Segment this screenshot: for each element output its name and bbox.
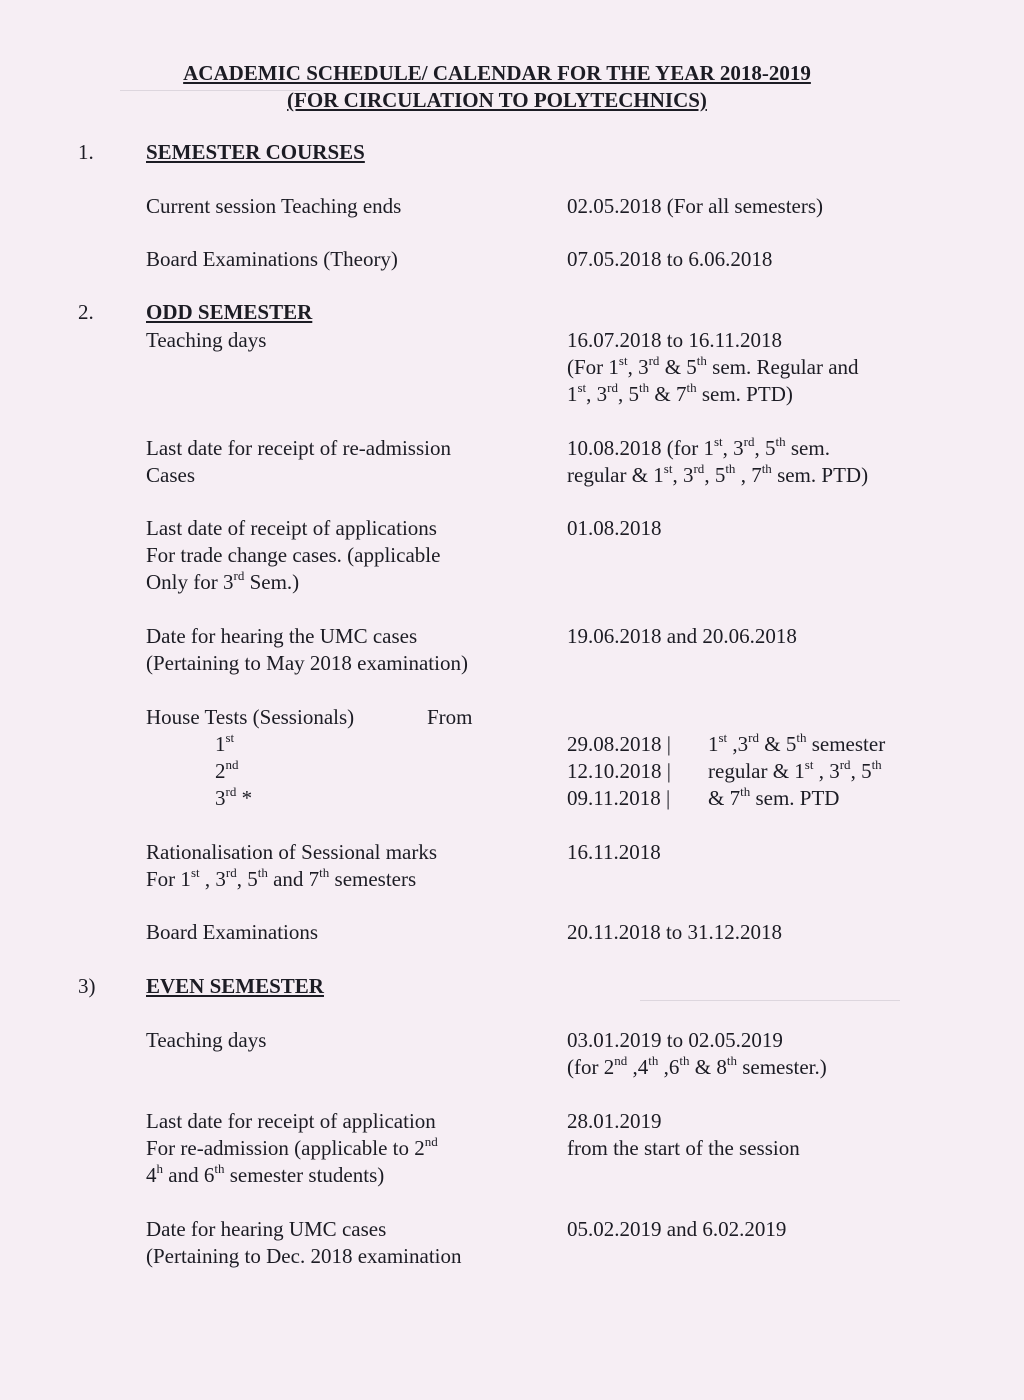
- section-number: 1.: [78, 140, 94, 164]
- label-line: (Pertaining to Dec. 2018 examination: [146, 1244, 462, 1268]
- row-value: 01.08.2018: [567, 516, 662, 540]
- row-label: Board Examinations: [146, 920, 319, 944]
- test-dates: [567, 731, 707, 812]
- row-label: [146, 623, 546, 677]
- label-line: Only for 3rd Sem.): [146, 568, 300, 594]
- bleed-through-mark: [640, 1000, 900, 1002]
- row-label: Board Examinations (Theory): [146, 247, 398, 271]
- from-label: From: [427, 705, 473, 729]
- row-label: [146, 515, 546, 596]
- label-line: For 1st , 3rd, 5th and 7th semesters: [146, 865, 417, 891]
- label-line: Rationalisation of Sessional marks: [146, 840, 438, 864]
- row-value: 16.11.2018: [567, 840, 661, 864]
- row-value: 05.02.2019 and 6.02.2019: [567, 1217, 787, 1241]
- value-line: 28.01.2019: [567, 1109, 662, 1133]
- test-date: 29.08.2018 |: [567, 732, 671, 756]
- row-value: 20.11.2018 to 31.12.2018: [567, 920, 783, 944]
- label-line: Date for hearing UMC cases: [146, 1217, 387, 1241]
- test-ordinal: 2nd: [215, 757, 239, 783]
- row-value: [567, 435, 1007, 489]
- test-date: 12.10.2018 |: [567, 759, 671, 783]
- test-date: 09.11.2018 |: [567, 786, 671, 810]
- value-line: (For 1st, 3rd & 5th sem. Regular and: [567, 353, 859, 379]
- document-title-line2: (FOR CIRCULATION TO POLYTECHNICS): [287, 88, 707, 112]
- section-heading: ODD SEMESTER: [146, 300, 313, 324]
- test-ordinal: 1st: [215, 730, 235, 756]
- test-note: 1st ,3rd & 5th semester: [708, 730, 886, 756]
- section-number: 3): [78, 974, 96, 998]
- test-notes: [708, 731, 1008, 812]
- row-value: 07.05.2018 to 6.06.2018: [567, 247, 773, 271]
- section-heading: EVEN SEMESTER: [146, 974, 324, 998]
- row-value: [567, 1027, 1007, 1081]
- row-label: Teaching days: [146, 328, 267, 352]
- row-label: Current session Teaching ends: [146, 194, 402, 218]
- row-value: [567, 1108, 1007, 1162]
- label-line: Date for hearing the UMC cases: [146, 624, 418, 648]
- value-line: from the start of the session: [567, 1136, 800, 1160]
- label-line: For re-admission (applicable to 2nd: [146, 1134, 438, 1160]
- row-label: [146, 1108, 546, 1189]
- row-label: [146, 435, 546, 489]
- row-value: 02.05.2018 (For all semesters): [567, 194, 824, 218]
- section-number: 2.: [78, 300, 94, 324]
- value-line: 03.01.2019 to 02.05.2019: [567, 1028, 783, 1052]
- row-label: House Tests (Sessionals): [146, 705, 355, 729]
- label-line: 4$^h$ and 6th semester students): [146, 1161, 385, 1187]
- row-label: [146, 1216, 546, 1270]
- value-line: (for 2nd ,4th ,6th & 8th semester.): [567, 1053, 827, 1079]
- value-line: 1st, 3rd, 5th & 7th sem. PTD): [567, 380, 793, 406]
- label-line: (Pertaining to May 2018 examination): [146, 651, 468, 675]
- test-note: regular & 1st , 3rd, 5th: [708, 757, 882, 783]
- row-label: [146, 839, 546, 893]
- document-title-line1: ACADEMIC SCHEDULE/ CALENDAR FOR THE YEAR 2018-2019: [183, 61, 811, 85]
- test-note: & 7th sem. PTD: [708, 784, 840, 810]
- row-label: Teaching days: [146, 1028, 267, 1052]
- row-value: 19.06.2018 and 20.06.2018: [567, 624, 797, 648]
- label-line: Last date for receipt of re-admission: [146, 436, 451, 460]
- section-heading: SEMESTER COURSES: [146, 140, 365, 164]
- value-line: regular & 1st, 3rd, 5th , 7th sem. PTD): [567, 461, 869, 487]
- label-line: For trade change cases. (applicable: [146, 543, 441, 567]
- label-line: Last date of receipt of applications: [146, 516, 437, 540]
- label-line: Last date for receipt of application: [146, 1109, 436, 1133]
- value-line: 16.07.2018 to 16.11.2018: [567, 328, 783, 352]
- value-line: 10.08.2018 (for 1st, 3rd, 5th sem.: [567, 434, 830, 460]
- label-line: Cases: [146, 463, 195, 487]
- test-ordinal: 3rd *: [215, 784, 253, 810]
- row-value: [567, 327, 1007, 408]
- test-ordinals: [215, 731, 335, 812]
